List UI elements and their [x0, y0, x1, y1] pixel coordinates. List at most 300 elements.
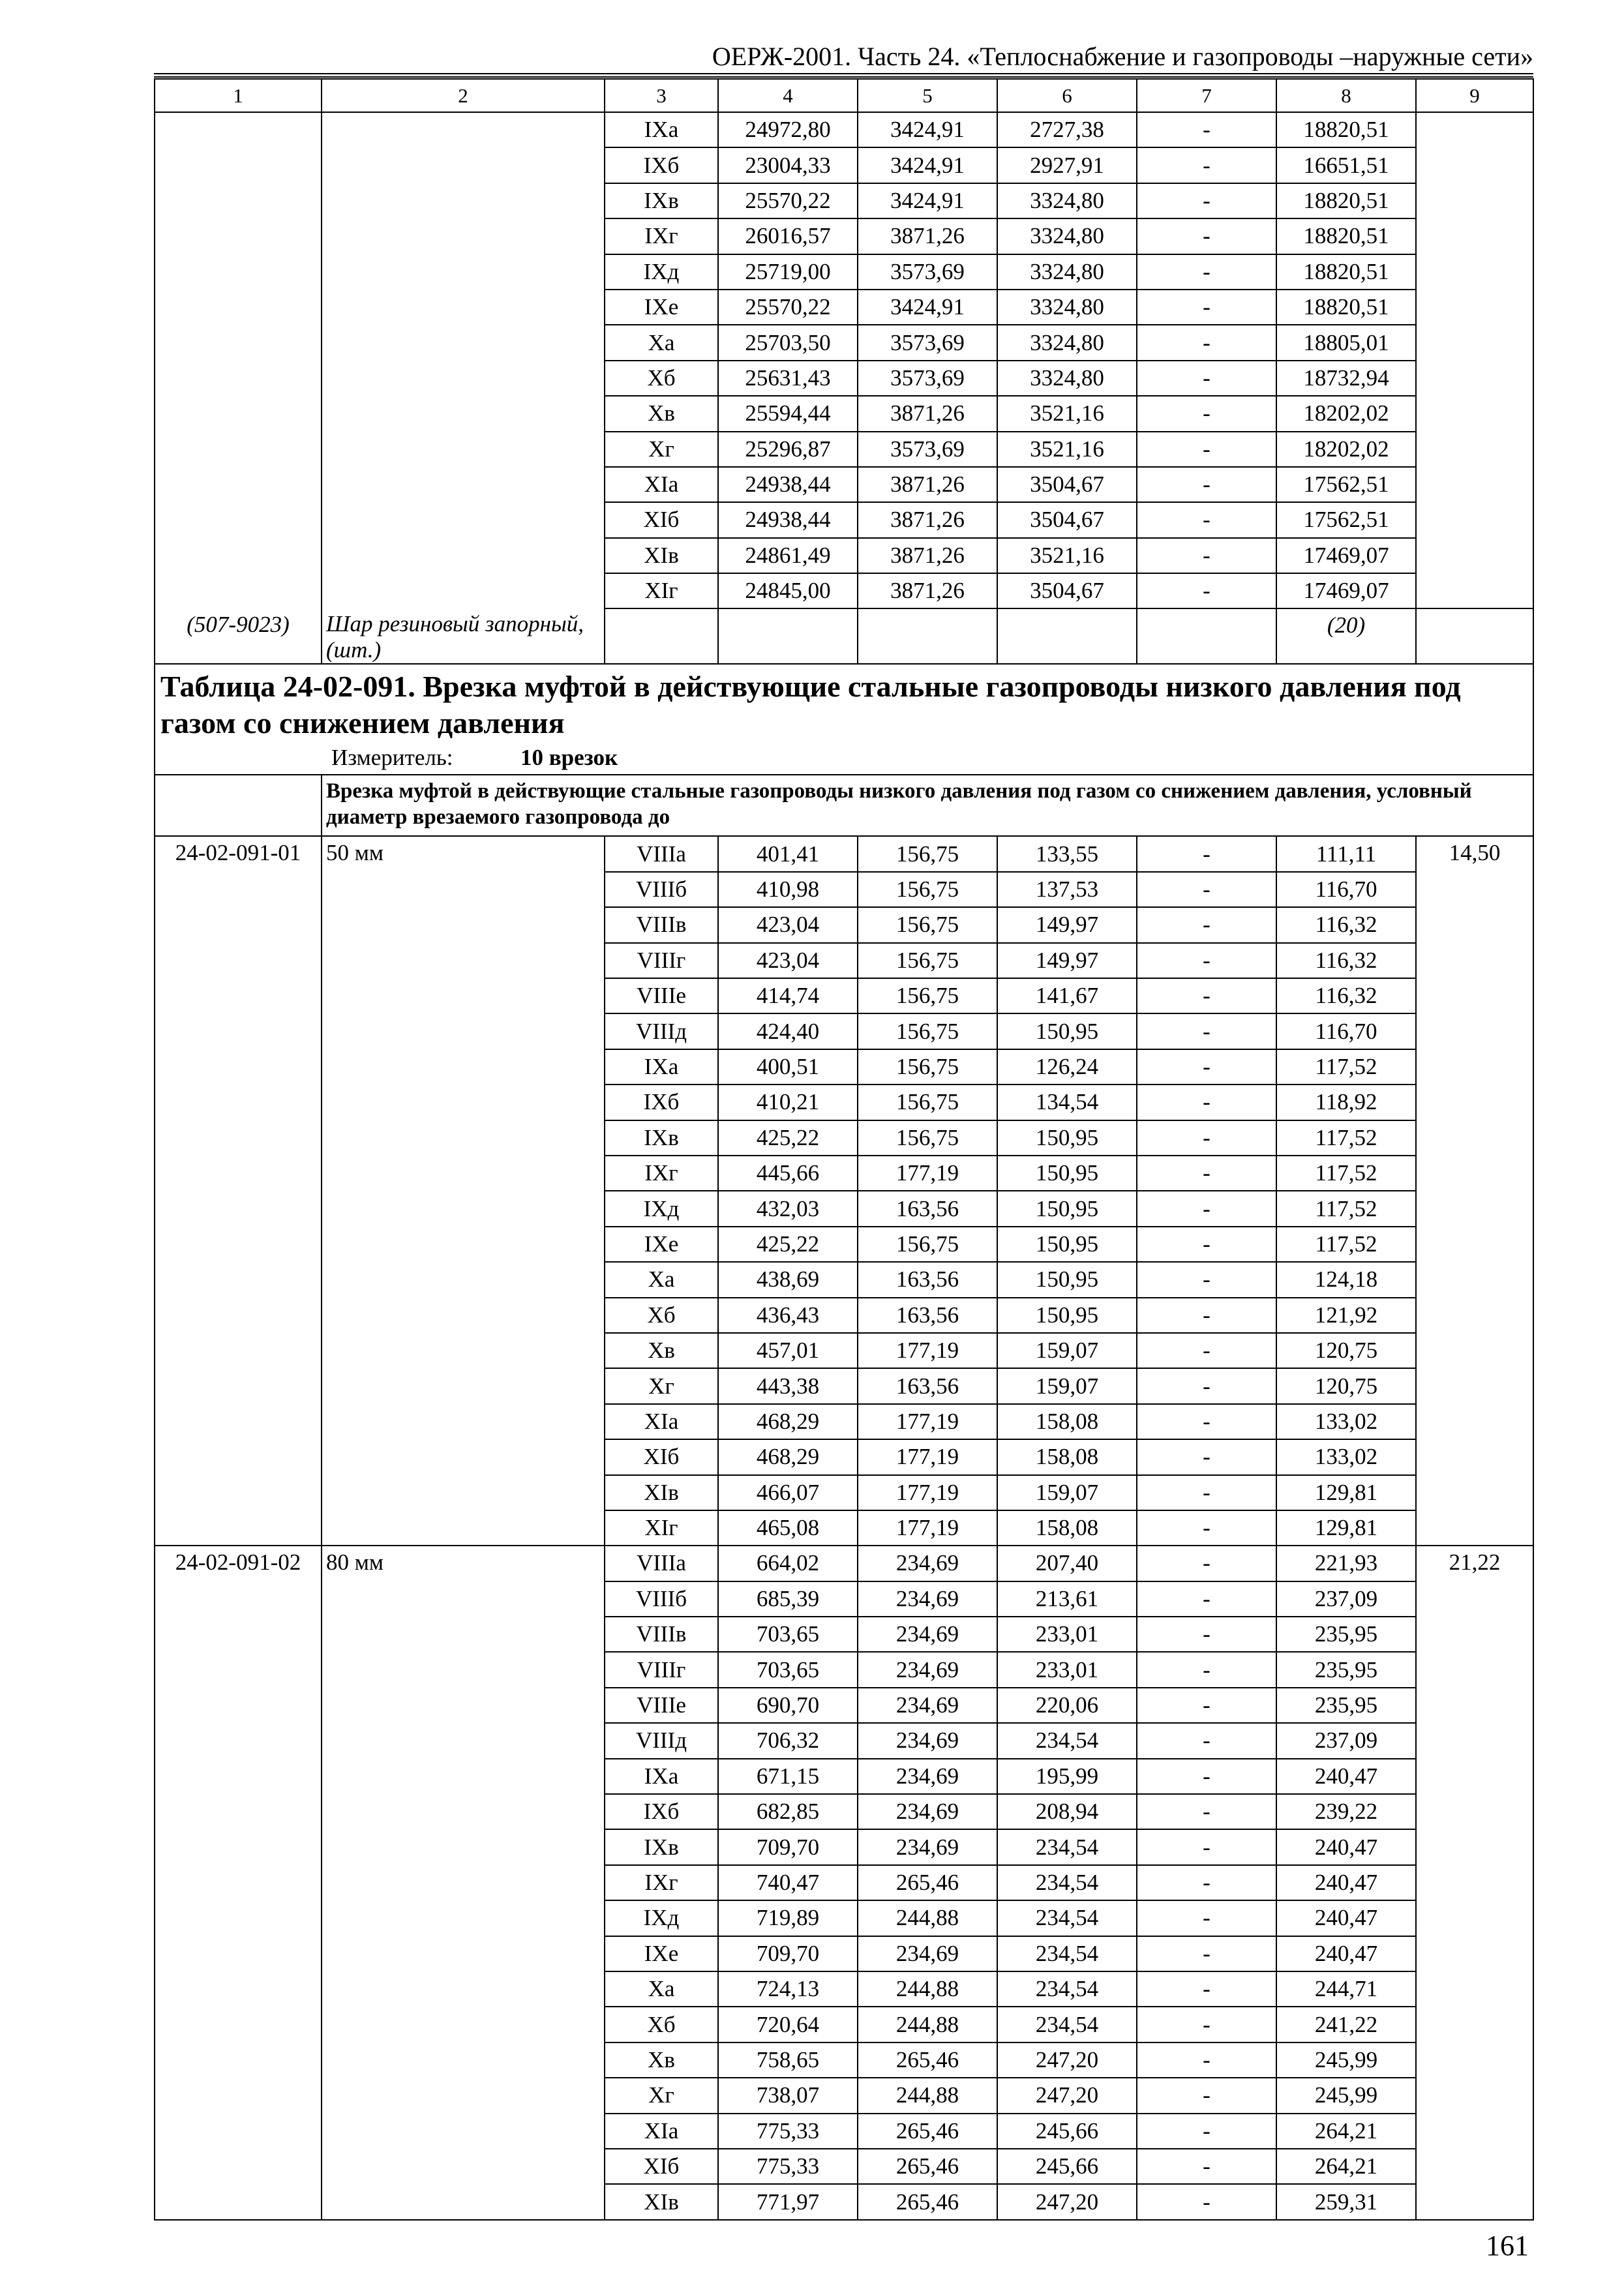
- district-cell: VIIIе: [605, 1688, 718, 1723]
- wages-cell: 177,19: [858, 1439, 997, 1474]
- machinist-wages-cell: -: [1137, 872, 1276, 907]
- district-cell: XIа: [605, 1404, 718, 1439]
- machinist-wages-cell: -: [1137, 325, 1276, 360]
- machines-cell: 133,55: [997, 836, 1137, 871]
- direct-cost-cell: 724,13: [718, 1971, 858, 2007]
- item-name: 50 мм: [322, 836, 605, 1546]
- wages-cell: 163,56: [858, 1191, 997, 1226]
- machinist-wages-cell: -: [1137, 1298, 1276, 1333]
- wages-cell: 177,19: [858, 1156, 997, 1191]
- machinist-wages-cell: -: [1137, 1652, 1276, 1687]
- machinist-wages-cell: -: [1137, 502, 1276, 537]
- direct-cost-cell: 709,70: [718, 1829, 858, 1864]
- machines-cell: 3324,80: [997, 218, 1137, 254]
- machinist-wages-cell: -: [1137, 943, 1276, 978]
- district-cell: IXг: [605, 218, 718, 254]
- district-cell: IXв: [605, 1829, 718, 1864]
- materials-cell: 264,21: [1276, 2114, 1416, 2149]
- wages-cell: 234,69: [858, 1759, 997, 1794]
- district-cell: Xа: [605, 325, 718, 360]
- machinist-wages-cell: -: [1137, 1759, 1276, 1794]
- material-name: Шар резиновый запорный, (шт.): [322, 608, 605, 664]
- machines-cell: 234,54: [997, 1865, 1137, 1900]
- district-cell: IXд: [605, 1191, 718, 1226]
- table-row: [155, 112, 1533, 147]
- machines-cell: 149,97: [997, 907, 1137, 942]
- direct-cost-cell: 25631,43: [718, 361, 858, 396]
- materials-cell: 235,95: [1276, 1617, 1416, 1652]
- direct-cost-cell: 720,64: [718, 2007, 858, 2042]
- machines-cell: 233,01: [997, 1617, 1137, 1652]
- district-cell: Xб: [605, 1298, 718, 1333]
- wages-cell: 177,19: [858, 1510, 997, 1546]
- column-number-header: 7: [1137, 79, 1276, 112]
- column-number-header: 2: [322, 79, 605, 112]
- empty-cell: [1416, 608, 1533, 664]
- machines-cell: 247,20: [997, 2078, 1137, 2113]
- district-cell: VIIIг: [605, 943, 718, 978]
- machinist-wages-cell: -: [1137, 538, 1276, 573]
- machinist-wages-cell: -: [1137, 1120, 1276, 1156]
- direct-cost-cell: 24972,80: [718, 112, 858, 147]
- empty-cell: [718, 608, 858, 664]
- empty-cell: [997, 608, 1137, 664]
- materials-cell: 235,95: [1276, 1688, 1416, 1723]
- district-cell: XIб: [605, 502, 718, 537]
- column-number-header: 9: [1416, 79, 1533, 112]
- district-cell: VIIIа: [605, 836, 718, 871]
- machines-cell: 158,08: [997, 1510, 1137, 1546]
- materials-cell: 129,81: [1276, 1475, 1416, 1510]
- wages-cell: 3871,26: [858, 538, 997, 573]
- wages-cell: 3871,26: [858, 467, 997, 502]
- district-cell: Xа: [605, 1971, 718, 2007]
- materials-cell: 240,47: [1276, 1829, 1416, 1864]
- direct-cost-cell: 468,29: [718, 1439, 858, 1474]
- machines-cell: 247,20: [997, 2042, 1137, 2078]
- machinist-wages-cell: -: [1137, 183, 1276, 218]
- materials-cell: 117,52: [1276, 1156, 1416, 1191]
- page-number: 161: [1486, 2230, 1529, 2262]
- column-number-header: 5: [858, 79, 997, 112]
- material-code: (507-9023): [155, 608, 322, 664]
- machines-cell: 150,95: [997, 1227, 1137, 1262]
- materials-cell: 18820,51: [1276, 112, 1416, 147]
- district-cell: Xа: [605, 1262, 718, 1297]
- direct-cost-cell: 424,40: [718, 1013, 858, 1049]
- machinist-wages-cell: -: [1137, 1546, 1276, 1581]
- machinist-wages-cell: -: [1137, 1439, 1276, 1474]
- district-cell: IXа: [605, 1759, 718, 1794]
- subheading-row: [155, 775, 1533, 836]
- materials-cell: 237,09: [1276, 1723, 1416, 1758]
- machinist-wages-cell: -: [1137, 2149, 1276, 2184]
- direct-cost-cell: 24938,44: [718, 467, 858, 502]
- empty-cell: [858, 608, 997, 664]
- materials-cell: 245,99: [1276, 2042, 1416, 2078]
- machines-cell: 2927,91: [997, 147, 1137, 183]
- machines-cell: 3504,67: [997, 467, 1137, 502]
- direct-cost-cell: 443,38: [718, 1368, 858, 1403]
- materials-cell: 111,11: [1276, 836, 1416, 871]
- machines-cell: 149,97: [997, 943, 1137, 978]
- direct-cost-cell: 709,70: [718, 1936, 858, 1971]
- district-cell: Xв: [605, 396, 718, 431]
- materials-cell: 17469,07: [1276, 538, 1416, 573]
- table-subheading: Врезка муфтой в действующие стальные газопроводы низкого давления под газом со снижением давления, условный диаметр врезаемого газопровода до: [322, 775, 1533, 836]
- column-number-header: 8: [1276, 79, 1416, 112]
- machinist-wages-cell: -: [1137, 1404, 1276, 1439]
- district-cell: Xб: [605, 361, 718, 396]
- materials-cell: 116,70: [1276, 872, 1416, 907]
- direct-cost-cell: 438,69: [718, 1262, 858, 1297]
- direct-cost-cell: 671,15: [718, 1759, 858, 1794]
- unit-row: [155, 741, 1533, 775]
- machines-cell: 159,07: [997, 1368, 1137, 1403]
- machinist-wages-cell: -: [1137, 290, 1276, 325]
- district-cell: IXе: [605, 1227, 718, 1262]
- machines-cell: 141,67: [997, 978, 1137, 1013]
- column-number-header: 1: [155, 79, 322, 112]
- direct-cost-cell: 25570,22: [718, 290, 858, 325]
- machinist-wages-cell: -: [1137, 2042, 1276, 2078]
- district-cell: Xг: [605, 432, 718, 467]
- machines-cell: 137,53: [997, 872, 1137, 907]
- district-cell: XIв: [605, 1475, 718, 1510]
- machinist-wages-cell: -: [1137, 1262, 1276, 1297]
- wages-cell: 177,19: [858, 1404, 997, 1439]
- item-name: 80 мм: [322, 1546, 605, 2219]
- machines-cell: 150,95: [997, 1262, 1137, 1297]
- district-cell: Xб: [605, 2007, 718, 2042]
- direct-cost-cell: 775,33: [718, 2114, 858, 2149]
- machines-cell: 3521,16: [997, 396, 1137, 431]
- district-cell: IXе: [605, 1936, 718, 1971]
- direct-cost-cell: 26016,57: [718, 218, 858, 254]
- materials-cell: 221,93: [1276, 1546, 1416, 1581]
- wages-cell: 265,46: [858, 2114, 997, 2149]
- material-row: [155, 608, 1533, 664]
- machines-cell: 158,08: [997, 1439, 1137, 1474]
- machines-cell: 158,08: [997, 1404, 1137, 1439]
- machinist-wages-cell: -: [1137, 2007, 1276, 2042]
- district-cell: VIIIв: [605, 907, 718, 942]
- machinist-wages-cell: -: [1137, 1723, 1276, 1758]
- machines-cell: 150,95: [997, 1156, 1137, 1191]
- wages-cell: 3573,69: [858, 254, 997, 290]
- wages-cell: 156,75: [858, 1049, 997, 1085]
- machinist-wages-cell: -: [1137, 218, 1276, 254]
- materials-cell: 18732,94: [1276, 361, 1416, 396]
- machines-cell: 126,24: [997, 1049, 1137, 1085]
- direct-cost-cell: 425,22: [718, 1227, 858, 1262]
- machines-cell: 208,94: [997, 1794, 1137, 1829]
- machinist-wages-cell: -: [1137, 1475, 1276, 1510]
- labor-cell-blank: [1416, 112, 1533, 608]
- machinist-wages-cell: -: [1137, 1688, 1276, 1723]
- direct-cost-cell: 23004,33: [718, 147, 858, 183]
- table-title: Таблица 24-02-091. Врезка муфтой в действующие стальные газопроводы низкого давления под газом со снижением давления: [155, 664, 1533, 741]
- machinist-wages-cell: -: [1137, 1156, 1276, 1191]
- machinist-wages-cell: -: [1137, 1085, 1276, 1120]
- district-cell: Xв: [605, 1333, 718, 1368]
- district-cell: Xг: [605, 2078, 718, 2113]
- direct-cost-cell: 445,66: [718, 1156, 858, 1191]
- machines-cell: 247,20: [997, 2184, 1137, 2219]
- wages-cell: 3871,26: [858, 396, 997, 431]
- materials-cell: 244,71: [1276, 1971, 1416, 2007]
- direct-cost-cell: 703,65: [718, 1652, 858, 1687]
- materials-cell: 245,99: [1276, 2078, 1416, 2113]
- district-cell: IXг: [605, 1865, 718, 1900]
- materials-cell: 124,18: [1276, 1262, 1416, 1297]
- materials-cell: 240,47: [1276, 1900, 1416, 1936]
- machines-cell: 2727,38: [997, 112, 1137, 147]
- materials-cell: 118,92: [1276, 1085, 1416, 1120]
- wages-cell: 3424,91: [858, 112, 997, 147]
- wages-cell: 156,75: [858, 1013, 997, 1049]
- machines-cell: 159,07: [997, 1333, 1137, 1368]
- district-cell: IXб: [605, 1794, 718, 1829]
- machines-cell: 245,66: [997, 2149, 1137, 2184]
- wages-cell: 265,46: [858, 2149, 997, 2184]
- materials-cell: 240,47: [1276, 1759, 1416, 1794]
- machinist-wages-cell: -: [1137, 1049, 1276, 1085]
- machines-cell: 234,54: [997, 1936, 1137, 1971]
- header-rule: [154, 73, 1533, 78]
- district-cell: XIа: [605, 467, 718, 502]
- column-number-header: 4: [718, 79, 858, 112]
- materials-cell: 120,75: [1276, 1368, 1416, 1403]
- machinist-wages-cell: -: [1137, 147, 1276, 183]
- materials-cell: 18820,51: [1276, 290, 1416, 325]
- wages-cell: 234,69: [858, 1546, 997, 1581]
- direct-cost-cell: 468,29: [718, 1404, 858, 1439]
- machines-cell: 220,06: [997, 1688, 1137, 1723]
- machinist-wages-cell: -: [1137, 2184, 1276, 2219]
- district-cell: XIг: [605, 1510, 718, 1546]
- materials-cell: 18820,51: [1276, 218, 1416, 254]
- machines-cell: 150,95: [997, 1298, 1137, 1333]
- machinist-wages-cell: -: [1137, 361, 1276, 396]
- item-code: 24-02-091-02: [155, 1546, 322, 2219]
- district-cell: IXа: [605, 1049, 718, 1085]
- materials-cell: 16651,51: [1276, 147, 1416, 183]
- machinist-wages-cell: -: [1137, 1191, 1276, 1226]
- direct-cost-cell: 436,43: [718, 1298, 858, 1333]
- direct-cost-cell: 25570,22: [718, 183, 858, 218]
- machinist-wages-cell: -: [1137, 1900, 1276, 1936]
- materials-cell: 18805,01: [1276, 325, 1416, 360]
- materials-cell: 121,92: [1276, 1298, 1416, 1333]
- machines-cell: 150,95: [997, 1191, 1137, 1226]
- direct-cost-cell: 719,89: [718, 1900, 858, 1936]
- materials-cell: 18202,02: [1276, 432, 1416, 467]
- wages-cell: 3871,26: [858, 573, 997, 608]
- materials-cell: 264,21: [1276, 2149, 1416, 2184]
- wages-cell: 156,75: [858, 872, 997, 907]
- machinist-wages-cell: -: [1137, 1333, 1276, 1368]
- wages-cell: 3424,91: [858, 290, 997, 325]
- wages-cell: 234,69: [858, 1794, 997, 1829]
- district-cell: VIIIд: [605, 1723, 718, 1758]
- direct-cost-cell: 466,07: [718, 1475, 858, 1510]
- materials-cell: 117,52: [1276, 1227, 1416, 1262]
- materials-cell: 259,31: [1276, 2184, 1416, 2219]
- direct-cost-cell: 423,04: [718, 943, 858, 978]
- wages-cell: 156,75: [858, 1227, 997, 1262]
- direct-cost-cell: 771,97: [718, 2184, 858, 2219]
- machines-cell: 234,54: [997, 1829, 1137, 1864]
- machines-cell: 195,99: [997, 1759, 1137, 1794]
- wages-cell: 3573,69: [858, 432, 997, 467]
- materials-cell: 18202,02: [1276, 396, 1416, 431]
- wages-cell: 156,75: [858, 836, 997, 871]
- wages-cell: 3573,69: [858, 361, 997, 396]
- direct-cost-cell: 410,21: [718, 1085, 858, 1120]
- district-cell: XIб: [605, 2149, 718, 2184]
- materials-cell: 239,22: [1276, 1794, 1416, 1829]
- machinist-wages-cell: -: [1137, 254, 1276, 290]
- materials-cell: 240,47: [1276, 1936, 1416, 1971]
- district-cell: XIг: [605, 573, 718, 608]
- direct-cost-cell: 682,85: [718, 1794, 858, 1829]
- wages-cell: 244,88: [858, 1900, 997, 1936]
- machines-cell: 213,61: [997, 1581, 1137, 1617]
- machinist-wages-cell: -: [1137, 1013, 1276, 1049]
- materials-cell: 116,32: [1276, 978, 1416, 1013]
- materials-cell: 117,52: [1276, 1049, 1416, 1085]
- direct-cost-cell: 25703,50: [718, 325, 858, 360]
- empty-cell: [155, 775, 322, 836]
- wages-cell: 234,69: [858, 1723, 997, 1758]
- district-cell: IXд: [605, 1900, 718, 1936]
- labor-cost-cell: 21,22: [1416, 1546, 1533, 2219]
- machinist-wages-cell: -: [1137, 432, 1276, 467]
- machines-cell: 3324,80: [997, 254, 1137, 290]
- column-number-row: [155, 79, 1533, 112]
- direct-cost-cell: 465,08: [718, 1510, 858, 1546]
- direct-cost-cell: 423,04: [718, 907, 858, 942]
- district-cell: IXв: [605, 183, 718, 218]
- district-cell: VIIIг: [605, 1652, 718, 1687]
- wages-cell: 234,69: [858, 1829, 997, 1864]
- wages-cell: 234,69: [858, 1936, 997, 1971]
- table-title-row: [155, 664, 1533, 741]
- direct-cost-cell: 775,33: [718, 2149, 858, 2184]
- direct-cost-cell: 414,74: [718, 978, 858, 1013]
- wages-cell: 3871,26: [858, 218, 997, 254]
- wages-cell: 3424,91: [858, 147, 997, 183]
- district-cell: VIIIв: [605, 1617, 718, 1652]
- district-cell: VIIIб: [605, 872, 718, 907]
- district-cell: IXг: [605, 1156, 718, 1191]
- wages-cell: 177,19: [858, 1333, 997, 1368]
- direct-cost-cell: 685,39: [718, 1581, 858, 1617]
- materials-cell: 17469,07: [1276, 573, 1416, 608]
- district-cell: XIв: [605, 538, 718, 573]
- direct-cost-cell: 738,07: [718, 2078, 858, 2113]
- machinist-wages-cell: -: [1137, 396, 1276, 431]
- direct-cost-cell: 24845,00: [718, 573, 858, 608]
- district-cell: IXе: [605, 290, 718, 325]
- machinist-wages-cell: -: [1137, 112, 1276, 147]
- name-cell-blank: [322, 112, 605, 608]
- district-cell: Xв: [605, 2042, 718, 2078]
- materials-cell: 116,70: [1276, 1013, 1416, 1049]
- machines-cell: 234,54: [997, 2007, 1137, 2042]
- wages-cell: 163,56: [858, 1368, 997, 1403]
- machinist-wages-cell: -: [1137, 467, 1276, 502]
- materials-cell: 117,52: [1276, 1191, 1416, 1226]
- price-table: [154, 78, 1534, 2221]
- district-cell: XIб: [605, 1439, 718, 1474]
- machines-cell: 3504,67: [997, 573, 1137, 608]
- wages-cell: 3871,26: [858, 502, 997, 537]
- machinist-wages-cell: -: [1137, 1617, 1276, 1652]
- direct-cost-cell: 25594,44: [718, 396, 858, 431]
- page-header: ОЕРЖ-2001. Часть 24. «Теплоснабжение и газопроводы –наружные сети»: [712, 42, 1533, 71]
- direct-cost-cell: 703,65: [718, 1617, 858, 1652]
- empty-cell: [605, 608, 718, 664]
- direct-cost-cell: 706,32: [718, 1723, 858, 1758]
- direct-cost-cell: 425,22: [718, 1120, 858, 1156]
- wages-cell: 156,75: [858, 943, 997, 978]
- direct-cost-cell: 664,02: [718, 1546, 858, 1581]
- district-cell: IXд: [605, 254, 718, 290]
- wages-cell: 265,46: [858, 2184, 997, 2219]
- unit-label: Измеритель:: [331, 745, 453, 771]
- wages-cell: 156,75: [858, 1085, 997, 1120]
- machines-cell: 150,95: [997, 1120, 1137, 1156]
- direct-cost-cell: 400,51: [718, 1049, 858, 1085]
- materials-cell: 116,32: [1276, 943, 1416, 978]
- materials-cell: 129,81: [1276, 1510, 1416, 1546]
- machinist-wages-cell: -: [1137, 1581, 1276, 1617]
- wages-cell: 163,56: [858, 1262, 997, 1297]
- machinist-wages-cell: -: [1137, 1227, 1276, 1262]
- materials-cell: 133,02: [1276, 1404, 1416, 1439]
- direct-cost-cell: 758,65: [718, 2042, 858, 2078]
- wages-cell: 234,69: [858, 1652, 997, 1687]
- district-cell: XIв: [605, 2184, 718, 2219]
- machines-cell: 159,07: [997, 1475, 1137, 1510]
- table-row: [155, 836, 1533, 871]
- district-cell: IXб: [605, 147, 718, 183]
- machines-cell: 3324,80: [997, 183, 1137, 218]
- wages-cell: 163,56: [858, 1298, 997, 1333]
- wages-cell: 244,88: [858, 2007, 997, 2042]
- materials-cell: 237,09: [1276, 1581, 1416, 1617]
- machinist-wages-cell: -: [1137, 2114, 1276, 2149]
- materials-cell: 241,22: [1276, 2007, 1416, 2042]
- district-cell: IXа: [605, 112, 718, 147]
- direct-cost-cell: 690,70: [718, 1688, 858, 1723]
- machines-cell: 134,54: [997, 1085, 1137, 1120]
- direct-cost-cell: 24861,49: [718, 538, 858, 573]
- machinist-wages-cell: -: [1137, 1510, 1276, 1546]
- materials-cell: 116,32: [1276, 907, 1416, 942]
- wages-cell: 234,69: [858, 1581, 997, 1617]
- machines-cell: 3504,67: [997, 502, 1137, 537]
- district-cell: IXв: [605, 1120, 718, 1156]
- machines-cell: 3324,80: [997, 290, 1137, 325]
- wages-cell: 234,69: [858, 1617, 997, 1652]
- machinist-wages-cell: -: [1137, 1829, 1276, 1864]
- machinist-wages-cell: -: [1137, 836, 1276, 871]
- column-number-header: 6: [997, 79, 1137, 112]
- direct-cost-cell: 25296,87: [718, 432, 858, 467]
